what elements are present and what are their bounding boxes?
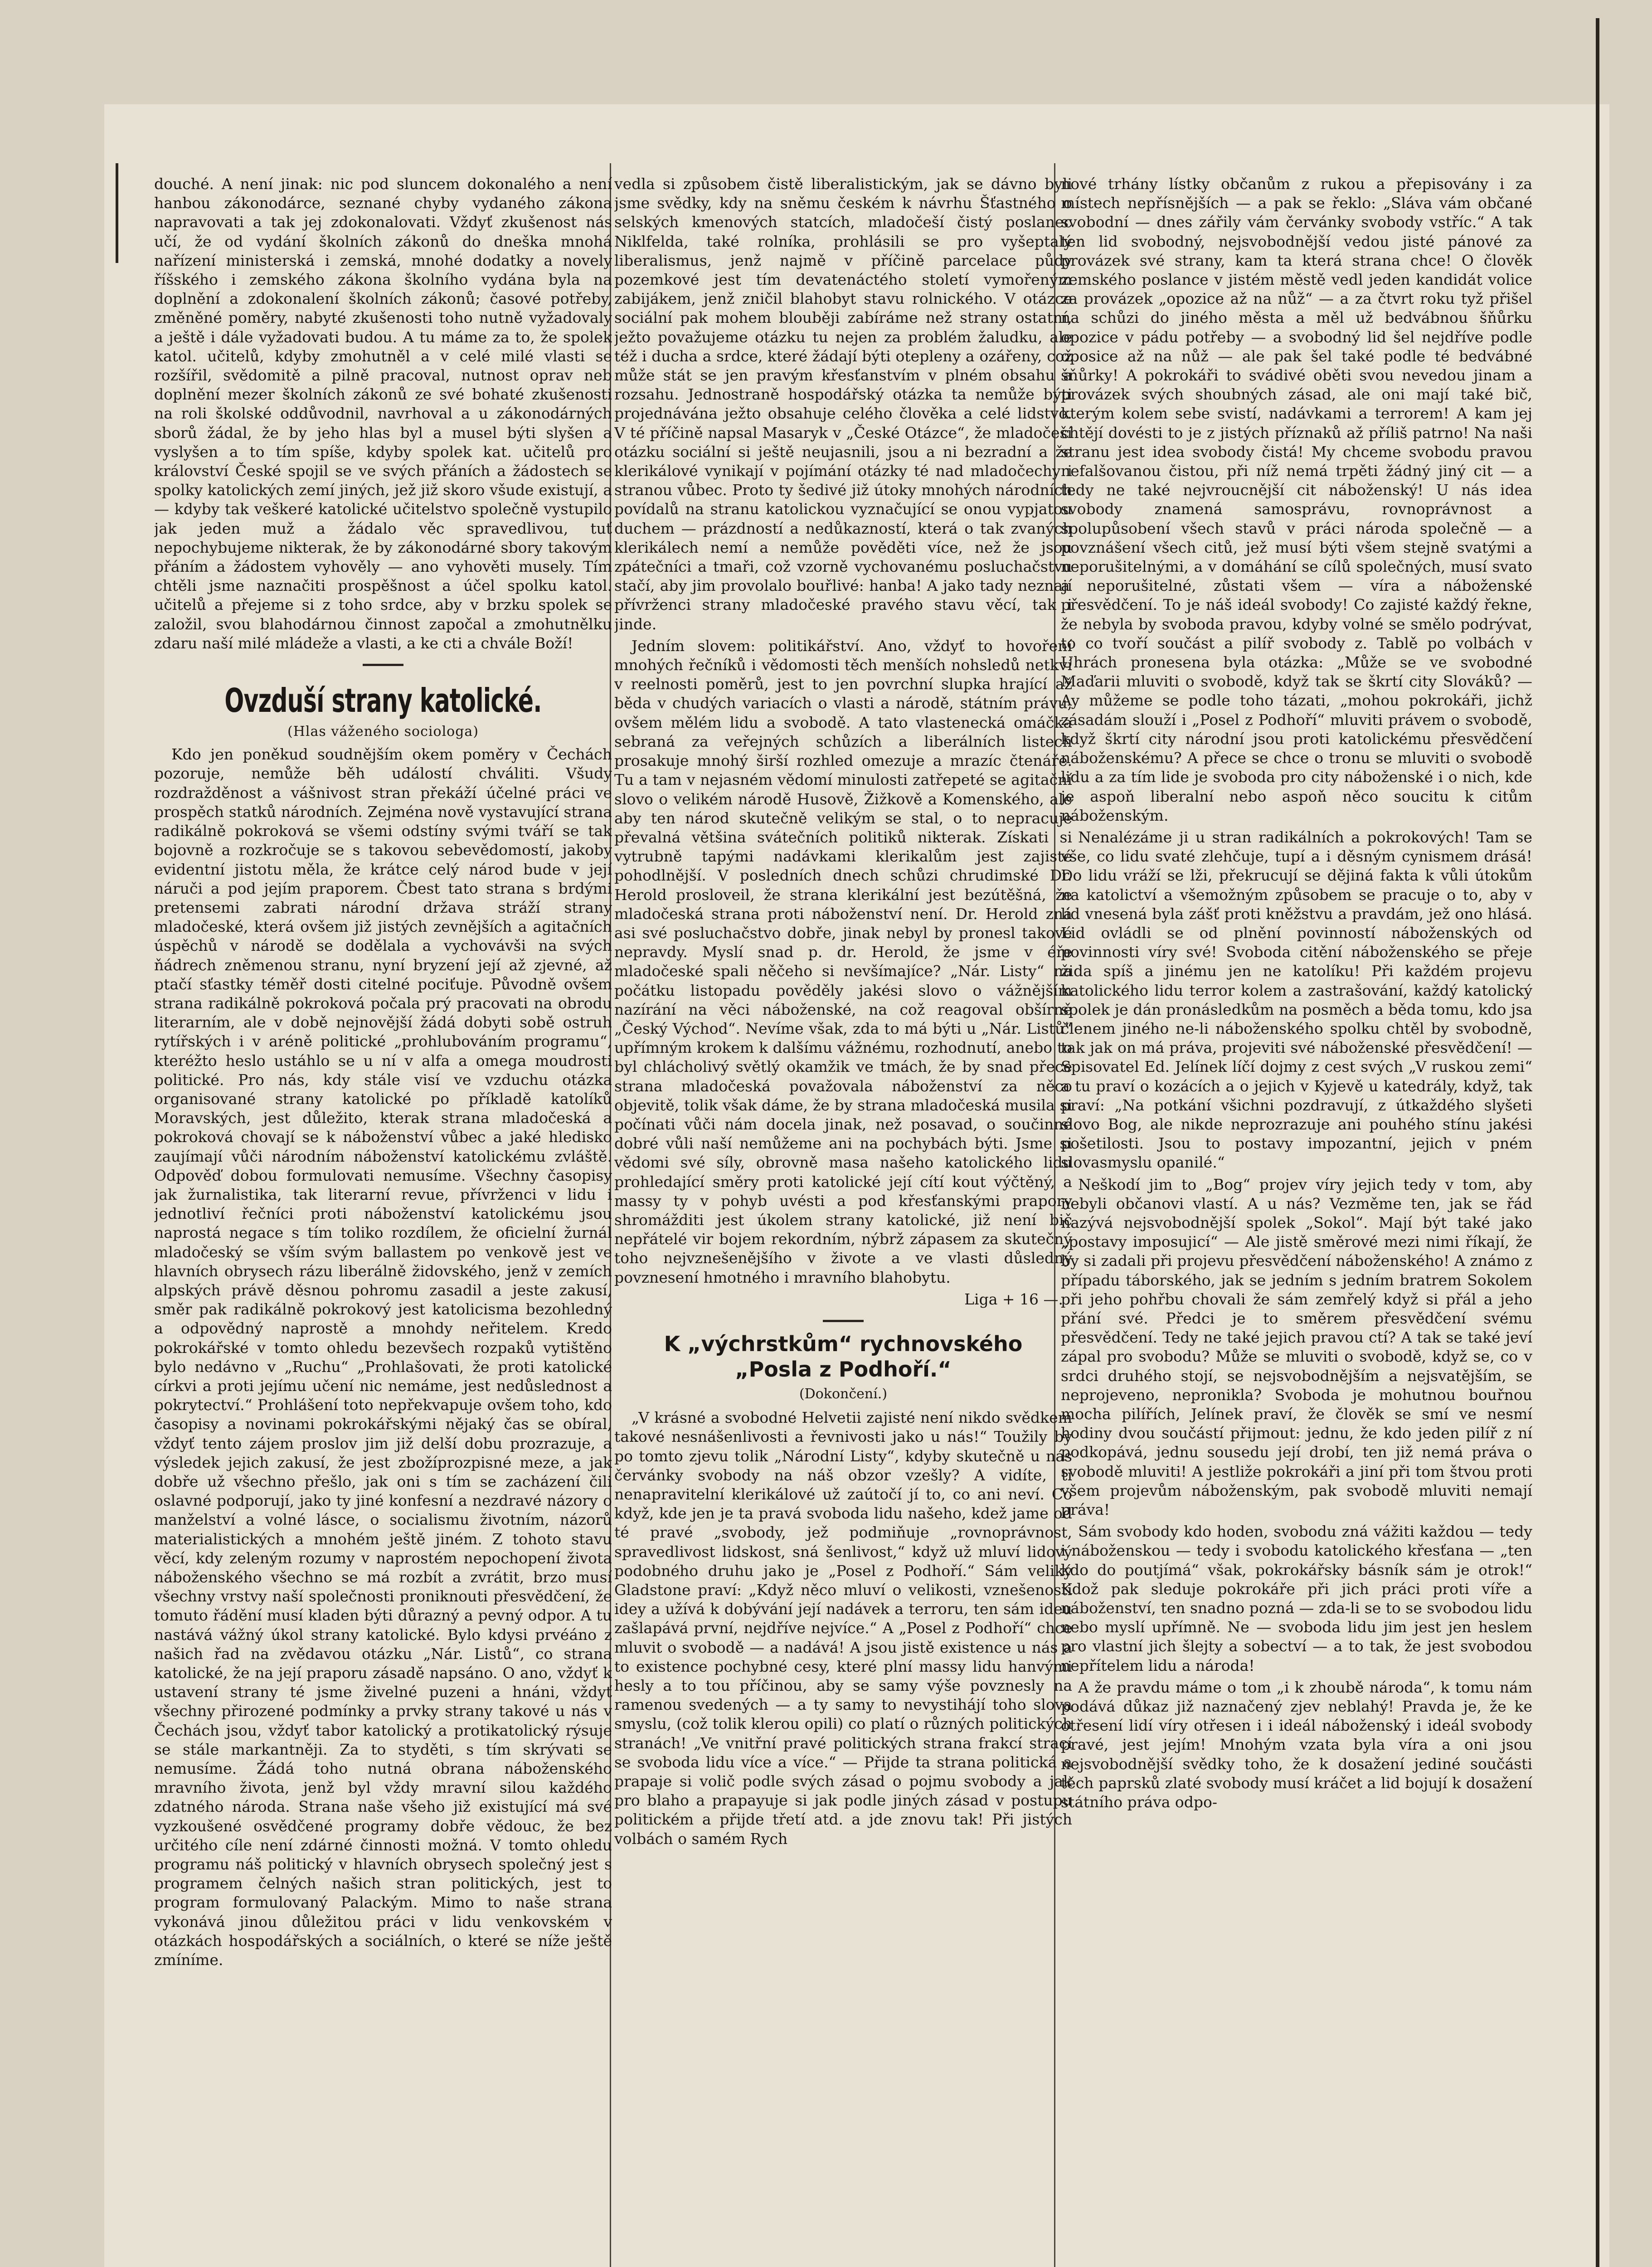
column-3 (1061, 175, 1532, 2267)
column-1-paragraph: douché. A není jinak: nic pod sluncem dokonalého a není hanbou zákonodárce, seznané chyby vydaného zákona napravovati a tak jej zdokonalovati. Vždyť zkušenost nás učí, že od vydání školních zákonů do dneška mnohá nařízení ministerská i zemská, mnohé dodatky a novely říšského i zemského zákona školního vydána byla na doplnění a zdokonalení školních zákonů; časové potřeby, změněné poměry, nabyté zkušenosti toho nutně vyžadovaly a ještě i dále vyžadovati budou. A tu máme za to, že spolek katol. učitelů, kdyby zmohutněl a v celé milé vlasti se rozšířil, svědomitě a pilně pracoval, nutnost oprav neb doplnění mezer školních zákonů ze své bohaté zkušenosti na roli školské oddůvodnil, navrhoval a u zákonodárných sborů žádal, že by jeho hlas byl a musel býti slyšen a vyslyšen a to tím spíše, kdyby spolek kat. učitelů pro království České spojil se ve svých přáních a žádostech se spolky katolických zemí jiných, jež již skoro všude existují, a — kdyby tak veškeré katolické učitelstvo společně vystupilo jak jeden muž a žádalo věc spravedlivou, tuť nepochybujeme nikterak, že by zákonodárné sbory takovým přáním a žádostem vyhověly — ano vyhověti musely. Tím chtěli jsme naznačiti prospěšnost a účel spolku katol. učitelů a přejeme si z toho srdce, aby v brzku spolek se založil, svou blahodárnou činnost započal a zmohutnělku zdaru naší milé mládeže a vlasti, a ke cti a chvále Boží! (154, 175, 612, 652)
article-headline-ovzdusi: Ovzduší strany katolické. (224, 681, 542, 720)
article-subheadline: (Hlas váženého sociologa) (287, 724, 479, 740)
column-3-paragraph: Neškodí jim to „Bog“ projev víry jejich tedy v tom, aby nebyli občanovi vlastí. A u nás? Vezměme ten, jak se řád nazývá nejsvobodnější spolek „Sokol“. Mají být také jako „postavy imposujicí“ — Ale jistě směrové mezi nimi říkají, že by si zadali při projevu přesvědčení náboženského! A známo z případu táborského, jak se jedním s jedním bratrem Sokolem při jeho pohřbu chovali že sám zemřelý když si přál a jeho přání své. Předci je to směrem přesvědčení svému přesvědčení. Tedy ne také jejich pravou ctí? A tak se také jeví zápal pro svobodu? Může se mluviti o svobodě, když se, co v srdci druhého stojí, se nejsvobodnějším a nejsvatějším, se neprojeveno, nepronikla? Svoboda je mohutnou bouřnou mocha pilířích, Jelínek praví, že člověk se smí ve nesmí hodiny dvou součástí přijmout: jednu, že kdo jeden pilíř z ní podkopává, jednu sousedu její drobí, ten již nemá práva o svobodě mluviti! A jestliže pokrokáři a jiní při tom štvou proti všem projevům náboženským, pak svobodě mluviti nemají práva! (1061, 1175, 1532, 1519)
column-3-paragraph: nové trhány lístky občanům z rukou a přepisovány i za místech nepřísnějších — a pak se řeklo: „Sláva vám občané svobodní — dnes zářily vám červánky svobody vstříc.“ A tak ten lid svobodný, nejsvobodnější vedou jisté pánové za provázek své strany, kam ta která strana chce! O člověk zemského poslance v jistém městě vedl jeden kandidát volice za provázek „opozice až na nůž“ — a za čtvrt roku tyž přišel na schůzi do jiného města a měl už bedvábnou šňůrku opozice v pádu potřeby — a svobodný lid šel nejdříve podle oposice až na nůž — ale pak šel také podle té bedvábné šňůrky! A pokrokáři to svádivé oběti svou nevedou jinam a provázek svých shoubných zásad, ale oni mají také bič, kterým kolem sebe svistí, nadávkami a terrorem! A kam jej chtějí dovésti to je z jistých příznaků až příliš patrno! Na naši stranu jest idea svobody čistá! My chceme svobodu pravou nefalšovanou čistou, při níž nemá trpěti žádný jiný cit — a tedy ne také nejvroucnější cit náboženský! U nás idea svobody znamená samosprávu, rovnoprávnost a spolupůsobení všech stavů v práci národa společně — a povznášení všech citů, jež musí býti všem stejně svatými a neporušitelnými, a v domáhání se cílů společných, musí svato a neporušitelné, zůstati všem — víra a náboženské přesvědčení. To je náš ideál svobody! Co zajisté každý řekne, že nebyla by svoboda pravou, kdyby volné se smělo podrývat, to co tvoří součást a pilíř svobody z. Tablě po volbách v Uhrách pronesena byla otázka: „Může se ve svobodné Maďarii mluviti o svobodě, když tak se škrtí city Slováků? — Ay můžeme se podle toho tázati, „mohou pokrokáři, jichž zásadám slouží i „Posel z Podhoří“ mluviti právem o svobodě, když škrtí city národní jsou proti katolickému přesvědčení náboženskému? A přece se chce o tronu se mluviti o svobodě lidu a za tím lide je svoboda pro city náboženské i o nich, kde je aspoň liberalní nebo aspoň něco soucitu k citům náboženským. (1061, 175, 1532, 824)
column-3-paragraph: Nenalézáme ji u stran radikálních a pokrokových! Tam se vše, co lidu svaté zlehčuje, tupí a i děsným cynismem drásá! Do lidu vráží se lži, překrucují se dějiná fakta k vůli útokům na katolictví a všemožným způsobem se pracuje o to, aby v lid vnesená byla zášť proti kněžstvu a pravdám, jež ono hlásá. Lid ovládli se od plnění povinností náboženských od povinnosti víry své! Svoboda citění náboženského se přeje žida spíš a jinému jen ne katolíku! Při každém projevu katolického lidu terror kolem a zastrašování, každý katolický spolek je dán pronásledkům na posměch a běda tomu, kdo jsa členem jiného ne-li náboženského spolku chtěl by svobodně, tak jak on má práva, projeviti své náboženské přesvědčení! — Spisovatel Ed. Jelínek líčí dojmy z cest svých „V ruskou zemi“ a tu praví o kozácích a o jejich v Kyjevě u katedrály, když, tak praví: „Na potkání všichni pozdravují, z útkaždého slyšeti slovo Bog, ale nikde neprozrazuje ani pouhého stínu jakési pošetilosti. Jsou to postavy impozantní, jejich v pném slovasmyslu opanilé.“ (1061, 828, 1532, 1172)
article-headline-vychrstkum: K „výchrstkům“ rychnovského „Posla z Podhoří.“ (664, 1331, 1023, 1382)
section-divider (823, 1320, 864, 1322)
article-signature: Liga + 16 —. (964, 1290, 1063, 1308)
article-paragraph: Kdo jen poněkud soudnějším okem poměry v Čechách pozoruje, nemůže běh událostí chváliti. Všudy rozdražděnost a vášnivost stran překáží účelné práci ve prospěch statků národních. Zejména nově vystavující strana radikálně pokroková se všemi odstíny svými tváří se tak bojovně a rozkročuje se s takovou sebevědomostí, jakoby evidentní jistotu měla, že krátce celý národ bude v její náruči a pod jejím praporem. Čbest tato strana s brdými pretensemi zabrati národní država stráží strany mladočeské, která ovšem již jistých zevnějších a agitačních úspěchů v národě se dodělala a vychovávši na svých ňádrech zněmenou stranu, nyní bryzení její až zjevné, až ptačí sťastky téměř dosti citelné pociťuje. Původně ovšem strana radikálně pokroková počala prý pracovati na obrodu literarním, ale v době nejnovější žádá dobyti sobě ostruh rytířských i v aréně politické „prohlubováním programu“, kteréžto heslo ustáhlo se u ní v alfa a omega moudrosti politické. Pro nás, kdy stále visí ve vzduchu otázka organisované strany katolické po příkladě katolíků Moravských, jest důležito, kterak strana mladočeská a pokroková chovají se k náboženství vůbec a jaké hledisko zaujímají vůči národním náboženství katolickému zvláště. Odpověď dobou formulovati nemusíme. Všechny časopisy jak žurnalistika, tak literarní revue, přívrženci v lidu i jednotliví řečníci proti náboženství katolickému jsou naprostá negace s tím toliko rozdílem, že oficielní žurnál mladočeský se vším svým ballastem po venkově jest ve hlavních obrysech rázu liberálně židovského, jenž v zemích alpských právě děsnou pohromu zasadil a jeste zakusí, směr pak radikálně pokrokový jest katolicisma bezohledný a odpovědný naprostě a mnohdy neřitelem. Kredo pokrokářské v tomto ohledu bezevšech rozpaků vytištěno bylo nedávno v „Ruchu“ „Prohlašovati, že proti katolické církvi a proti jejímu učení nic nemáme, jest nedůslednost a pokrytectví.“ Prohlášení toto nepřekvapuje ovšem toho, kdo časopisy a novinami pokrokářskými nějaký čas se obíral, vždyť tento zájem proslov jim již delší dobu prozrazuje, a výsledek jejich zakusí, že jest zbožíprozpisné meze, a jak dobře už všechno přešlo, jak oni s tím se zacházení čili oslavné podporují, jako ty jiné konfesní a nezdravé názory o manželství a volné lásce, o socialismu životním, názorů materialistických a mnohém ještě jiném. Z tohoto stavu věcí, kdy zeleným rozumy v naprostém nepochopení života náboženského všechno se má rozbít a zvrátit, brzo musí všechny vrstvy naší společnosti proniknouti přesvědčení, že tomuto řádění musí kladen býti důrazný a pevný odpor. A tu nastává vážný úkol strany katolické. Bylo kdysi prvéáno z našich řad na zvědavou otázku „Nár. Listů“, co strana katolické, že na její praporu zásadě napsáno. O ano, vždyť k ustavení strany té jsme živelné puzeni a hnáni, vždyť všechny přirozené podmínky a prvky strany takové u nás v Čechách jsou, vždyť tabor katolický a protikatolický rýsuje se stále markantněji. Za to styděti, s tím skrývati se nemusíme. Žádá toho nutná obrana náboženského mravního života, jenž byl vždy mravní silou každého zdatného národa. Strana naše všeho již existující má své vyzkoušené osvědčené programy dobře vědouc, že bez určitého cíle není zdárné činnosti možná. V tomto ohledu programu náš politický v hlavních obrysech společný jest s programem čelných našich stran politických, jest to program formulovaný Palackým. Mimo to naše strana vykonává jinou důležitou práci v lidu venkovském v otázkách hospodářských a sociálních, o které se níže ještě zmíníme. (154, 745, 612, 1969)
article-paragraph: „V krásné a svobodné Helvetii zajisté není nikdo svědkem takové nesnášenlivosti a řevnivosti jako u nás!“ Toužily by po tomto zjevu tolik „Národní Listy“, kdyby skutečně u nás červánky svobody na náš obzor vzešly? A vidíte, ti nenapravitelní klerikálové už zaútočí jí to, co ani neví. Co když, kde jen je ta pravá svoboda lidu našeho, kdež jame od té pravé „svobody, jež podmiňuje „rovnoprávnost, spravedlivost lidskost, sná šenlivost,“ když už mluví lidový podobného druhu jako je „Posel z Podhoří.“ Sám veliký Gladstone praví: „Když něco mluví o velikosti, vznešenosti idey a užívá k dobývání její nadávek a terroru, ten sám ideu zašlapává první, nejdříve nejvíce.“ A „Posel z Podhoří“ chce mluvit o svobodě — a nadává! A jsou jistě existence u nás a to existence pochybné cesy, které plní massy lidu hanvými hesly a to tou příčinou, aby se samy výše povznesly na ramenou svedených — a ty samy to nevystihájí toho slova smyslu, (což tolik klerou opili) co platí o různých politických stranách! „Ve vnitřní pravé politických strana frakcí strací se svoboda lidu více a více.“ — Přijde ta strana politická a prapaje si volič podle svých zásad o pojmu svobody a jak pro blaho a prapayuje si jak podle jiných zásad v postupu politickém a přijde třetí atd. a jde znovu tak! Při jistých volbách o samém Rych (614, 1409, 1072, 1848)
column-2 (614, 175, 1072, 2267)
continuation-note: (Dokončení.) (799, 1386, 888, 1402)
column-3-paragraph: A že pravdu máme o tom „i k zhoubě národa“, k tomu nám podává důkaz již naznačený zjev neblahý! Pravda je, že ke otřesení lidí víry otřesen i i ideál náboženský i ideál svobody pravé, jest jejím! Mnohým vzata byla víra a oni jsou nejsvobodnější svědky toho, že k dosažení jediné součásti těch paprsků zlaté svobody musí kráčet a lid bojují k dosažení státního práva odpo- (1061, 1678, 1532, 1811)
section-divider (363, 664, 403, 666)
column-2-paragraph: vedla si způsobem čistě liberalistickým, jak se dávno byli jsme svědky, kdy na sněmu českém k návrhu Šťastného o selských kmenových statcích, mladočeší čistý poslanec Niklfelda, také rolníka, prohlásili se pro vyšeptalý liberalismus, jenž najmě v příčině parcelace půdy pozemkové jest tím devatenáctého století vymořeným zabijákem, jenž zničil blahobyt stavu rolnického. V otázce sociální pak mohem blouběji zabíráme než strany ostatní, ježto považujeme otázku tu nejen za problém žaludku, ale též i ducha a srdce, které žádají býti otepleny a ozářeny, což může stát se jen pravým křesťanstvím v plném obsahu a rozsahu. Jednostraně hospodářský otázka ta nemůže býti projednávána ježto obsahuje celého člověka a celé lidstvo. V té příčině napsal Masaryk v „České Otázce“, že mladočeší otázku sociální si ještě neujasnili, jsou a ni bezradní a že klerikálové vynikají v pojímání otázky té nad mladočechy i stranou vůbec. Proto ty šedivé již útoky mnohých národních povídalů na stranu katolickou vyznačující se onou vypjatou duchem — prázdností a nedůkazností, která o tak zvaných klerikálech nemí a nemůže pověděti více, než že jsou zpátečníci a tmaři, což vzorně vychovanému posluchačstvu stačí, aby jim provolalo bouřlivé: hanba! A jako tady neznají přívrženci strany mladočeské pravého stavu věcí, tak i jinde. (614, 175, 1072, 633)
column-2-paragraph: Jedním slovem: politikářství. Ano, vždyť to hovoření mnohých řečníků i vědomosti těch menších nohsledů netkví v reelnosti poměrů, jest to jen povrchní slupka hrající až běda v chudých variacích o vlasti a národě, státním právu, ovšem mělém lidu a svobodě. A tato vlastenecká omáčka sebraná za veřejných schůzích a liberálních listech prosakuje mnohý širší rozhled omezuje a mrazíc čtenáře. Tu a tam v nejasném vědomí minulosti zatřepeté se agitační slovo o velikém národě Husově, Žižkově a Komenského, ale aby ten národ skutečně velikým se stal, o to nepracuje převalná většina svátečních politiků nikterak. Získati si vytrubně tapými nadávkami klerikalům jest zajisté pohodlnější. V posledních dnech schůzi chrudimské Dr. Herold prosloveil, že strana klerikální jest bezútěšná, že mladočeská strana proti náboženství není. Dr. Herold zná asi své posluchačstvo dobře, jinak nebyl by pronesl takové nepravdy. Myslí snad p. dr. Herold, že jsme v éře mladočeské spali něčeho si nevšímajíce? „Nár. Listy“ na počátku listopadu pověděly jakési slovo o vážnějším nazírání na věci náboženské, na což reagoval obšírně „Český Východ“. Nevíme však, zda to má býti u „Nár. Listů“ upřímným krokem k dalšímu vážnému, rozhodnutí, anebo to byl chlácholivý světlý okamžik ve tmách, že by snad přece strana mladočeská považovala náboženství za něco objevitě, tolik však dáme, že by strana mladočeská musila si počínati vůči nám docela jinak, než posavad, o součinné dobré vůli naší nemůžeme ani na pochybách býti. Jsme si vědomi své síly, obrovně masa našeho katolického lidu prohledající směry proti katolické její cítí kout výčtěný, a massy ty v pohyb uvésti a pod křesťanskými prapory shromážditi jest úkolem strany katolické, již není bič nepřátelé vir bojem rekordním, nýbrž zápasem za skutečný toho nejvznešenějšího v živote a ve vlasti důsledný povznesení hmotného i mravního blahobytu. (614, 637, 1072, 1286)
column-1 (154, 175, 612, 2267)
right-edge-mark (1596, 18, 1599, 2267)
column-3-paragraph: Sám svobody kdo hoden, svobodu zná vážiti každou — tedy i náboženskou — tedy i svobodu katolického křesťana — „ten kdo do poutjímá“ však, pokrokářsky básník sám je otrok!“ Kdož pak sleduje pokrokáře při jich práci proti víře a náboženství, ten snadno pozná — zda-li se to se svobodou lidu nebo myslí upřímně. Ne — svoboda lidu jim jest jen heslem pro vlastní jich šlejty a sobectví — a to tak, že jest svobodou nepřítelem lidu a národa! (1061, 1523, 1532, 1674)
top-left-edge-mark (116, 163, 118, 263)
